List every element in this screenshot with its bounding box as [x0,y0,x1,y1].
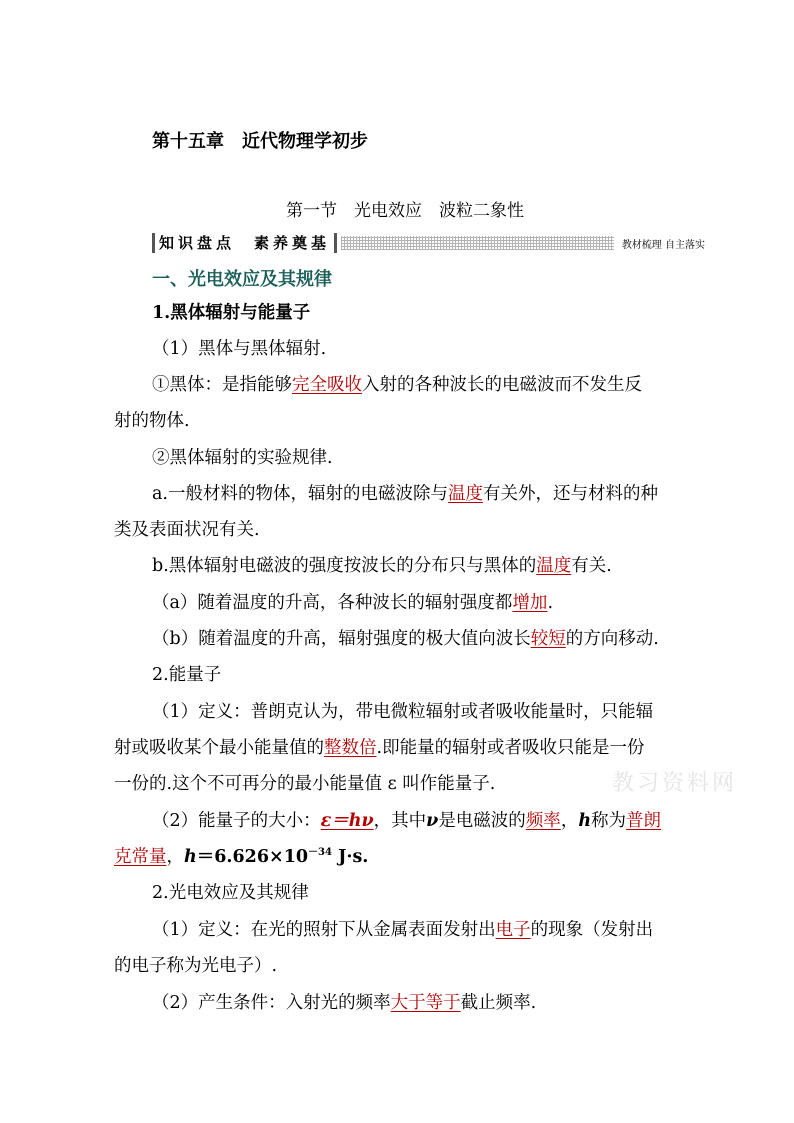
paragraph-line [152,558,612,576]
banner-hatch-pattern [341,236,614,250]
text-span: ①黑体：是指能够 [152,375,292,395]
highlight-term: 整数倍 [324,738,377,758]
text-span: 有关外，还与材料的种 [483,484,658,504]
paragraph-line: 射的物体. [114,411,190,431]
text-span: 的方向移动. [565,629,659,649]
paragraph-line: 一份的.这个不可再分的最小能量值 ε 叫作能量子. [114,774,496,794]
text-span: （2）能量子的大小： [152,811,321,831]
text-span: （b）随着温度的升高，辐射强度的极大值向波长 [152,629,531,649]
planck-value: ＝6.626×10 [196,847,309,867]
planck-exponent: －34 [308,847,332,858]
paragraph-line: （1）黑体与黑体辐射. [152,339,327,359]
subheading-photoelectric: 2.光电效应及其规律 [152,883,309,903]
paragraph-line [152,922,653,940]
highlight-term: 频率 [525,811,561,831]
paragraph-line [152,995,536,1013]
highlight-term: 大于等于 [390,993,461,1013]
highlight-term: 温度 [536,556,572,576]
section-banner [152,233,705,253]
text-span: .即能量的辐射或者吸收只能是一份 [376,738,645,758]
text-span: （2）产生条件：入射光的频率 [152,993,391,1013]
paragraph-line [114,849,368,867]
paragraph-line [152,486,658,504]
banner-left-label: 知识盘点 素养奠基 [152,233,337,253]
symbol-h: h [184,847,197,867]
paragraph-line [152,813,661,831]
banner-right-label: 教材梳理 自主落实 [621,239,705,251]
paragraph-line [114,740,645,758]
section-title: 第一节 光电效应 波粒二象性 [286,201,524,221]
watermark: 教习资料网 [612,771,738,796]
highlight-term: 克常量 [114,847,167,867]
text-span: 入射的各种波长的电磁波而不发生反 [362,375,642,395]
text-span: ， [166,847,184,867]
text-span: . [547,593,554,613]
highlight-term: 普朗 [626,811,662,831]
paragraph-line [152,377,642,395]
text-span: 的现象（发射出 [530,920,654,940]
planck-unit: J·s. [331,847,369,867]
paragraph-line: 类及表面状况有关. [114,520,260,540]
chapter-title: 第十五章 近代物理学初步 [152,131,368,152]
text-span: 是电磁波的 [438,811,526,831]
highlight-term: 温度 [448,484,483,504]
text-span: ，其中 [373,811,427,831]
text-span: （a）随着温度的升高，各种波长的辐射强度都 [152,593,513,613]
paragraph-line [152,595,553,613]
highlight-term: 完全吸收 [292,375,362,395]
highlight-term: 较短 [530,629,566,649]
text-span: a.一般材料的物体，辐射的电磁波除与 [152,484,448,504]
text-span: 称为 [591,811,627,831]
text-span: 有关. [571,556,612,576]
symbol-h: h [578,811,592,831]
symbol-nu: ν [426,811,439,831]
heading-1: 一、光电效应及其规律 [152,269,332,290]
text-span: 射或吸收某个最小能量值的 [114,738,324,758]
highlight-term: 电子 [495,920,531,940]
paragraph-line: 的电子称为光电子）. [114,956,278,976]
paragraph-line [152,631,659,649]
paragraph-line: ②黑体辐射的实验规律. [152,448,333,468]
paragraph-line: （1）定义：普朗克认为，带电微粒辐射或者吸收能量时，只能辐 [152,702,654,722]
text-span: ， [560,811,579,831]
text-span: 截止频率. [460,993,537,1013]
text-span: （1）定义：在光的照射下从金属表面发射出 [152,920,496,940]
highlight-term: 增加 [512,593,548,613]
formula-energy: ε＝hν [320,811,374,831]
subheading-blackbody: 1.黑体辐射与能量子 [152,303,311,323]
subheading-quantum: 2.能量子 [152,665,222,685]
text-span: b.黑体辐射电磁波的强度按波长的分布只与黑体的 [152,556,537,576]
